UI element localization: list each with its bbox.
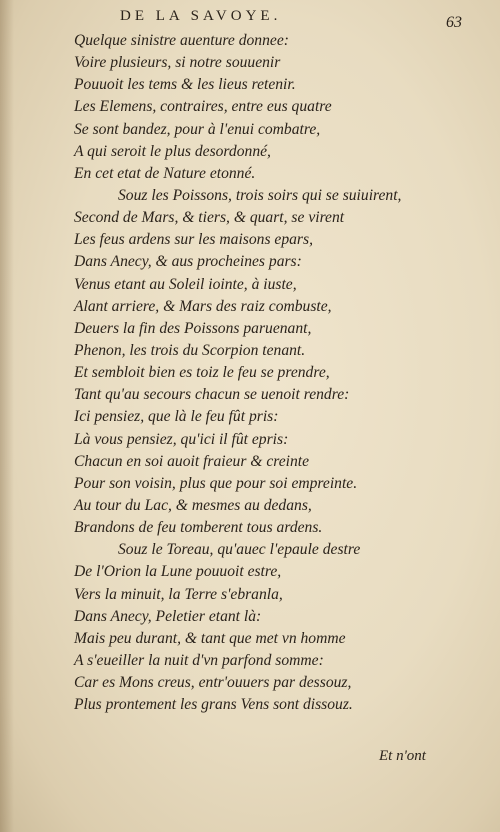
verse-line: Deuers la fin des Poissons paruenant, xyxy=(74,319,312,337)
verse-line: Alant arriere, & Mars des raiz combuste, xyxy=(74,297,332,315)
verse-line: A s'eueiller la nuit d'vn parfond somme: xyxy=(74,651,324,669)
verse-line: Souz le Toreau, qu'auec l'epaule destre xyxy=(118,541,361,559)
gutter-shadow xyxy=(0,0,14,832)
verse-line: Phenon, les trois du Scorpion tenant. xyxy=(74,341,306,359)
verse-line: Ici pensiez, que là le feu fût pris: xyxy=(74,408,279,426)
page-number: 63 xyxy=(446,14,462,31)
catchword: Et n'ont xyxy=(379,748,426,764)
verse-line: Plus prontement les grans Vens sont dissouz. xyxy=(74,696,353,714)
verse-line: Chacun en soi auoit fraieur & creinte xyxy=(74,452,310,470)
verse-line: Au tour du Lac, & mesmes au dedans, xyxy=(74,496,312,514)
verse-line: Et sembloit bien es toiz le feu se prendre, xyxy=(74,364,330,382)
verse-line: Quelque sinistre auenture donnee: xyxy=(74,32,289,49)
verse-line: Dans Anecy, Peletier etant là: xyxy=(74,607,262,625)
verse-line: A qui seroit le plus desordonné, xyxy=(74,142,271,160)
verse-line: Mais peu durant, & tant que met vn homme xyxy=(74,629,346,647)
verse-line: Brandons de feu tomberent tous ardens. xyxy=(74,519,323,537)
verse-line: De l'Orion la Lune pouuoit estre, xyxy=(74,563,282,581)
verse-line: Second de Mars, & tiers, & quart, se virent xyxy=(74,209,345,227)
verse-line: Venus etant au Soleil iointe, à iuste, xyxy=(74,275,297,293)
running-head: DE LA SAVOYE. xyxy=(120,8,282,24)
verse-line: Dans Anecy, & aus procheines pars: xyxy=(74,253,302,271)
verse-line: Vers la minuit, la Terre s'ebranla, xyxy=(74,585,283,603)
verse-line: Se sont bandez, pour à l'enui combatre, xyxy=(74,120,321,138)
verse-line: Les feus ardens sur les maisons epars, xyxy=(74,231,313,249)
verse-line: Voire plusieurs, si notre souuenir xyxy=(74,54,281,72)
verse-line: Car es Mons creus, entr'ouuers par dessouz, xyxy=(74,674,352,692)
verse-line: Là vous pensiez, qu'ici il fût epris: xyxy=(74,430,289,448)
verse-line: Pour son voisin, plus que pour soi empreinte. xyxy=(74,474,358,492)
verse-line: Tant qu'au secours chacun se uenoit rendre: xyxy=(74,386,350,404)
verse-line: En cet etat de Nature etonné. xyxy=(74,164,256,182)
verse-line: Pouuoit les tems & les lieus retenir. xyxy=(74,76,296,94)
poem-text xyxy=(74,30,474,716)
verse-line: Les Elemens, contraires, entre eus quatre xyxy=(74,98,332,116)
verse-line: Souz les Poissons, trois soirs qui se suiuirent, xyxy=(118,186,402,204)
